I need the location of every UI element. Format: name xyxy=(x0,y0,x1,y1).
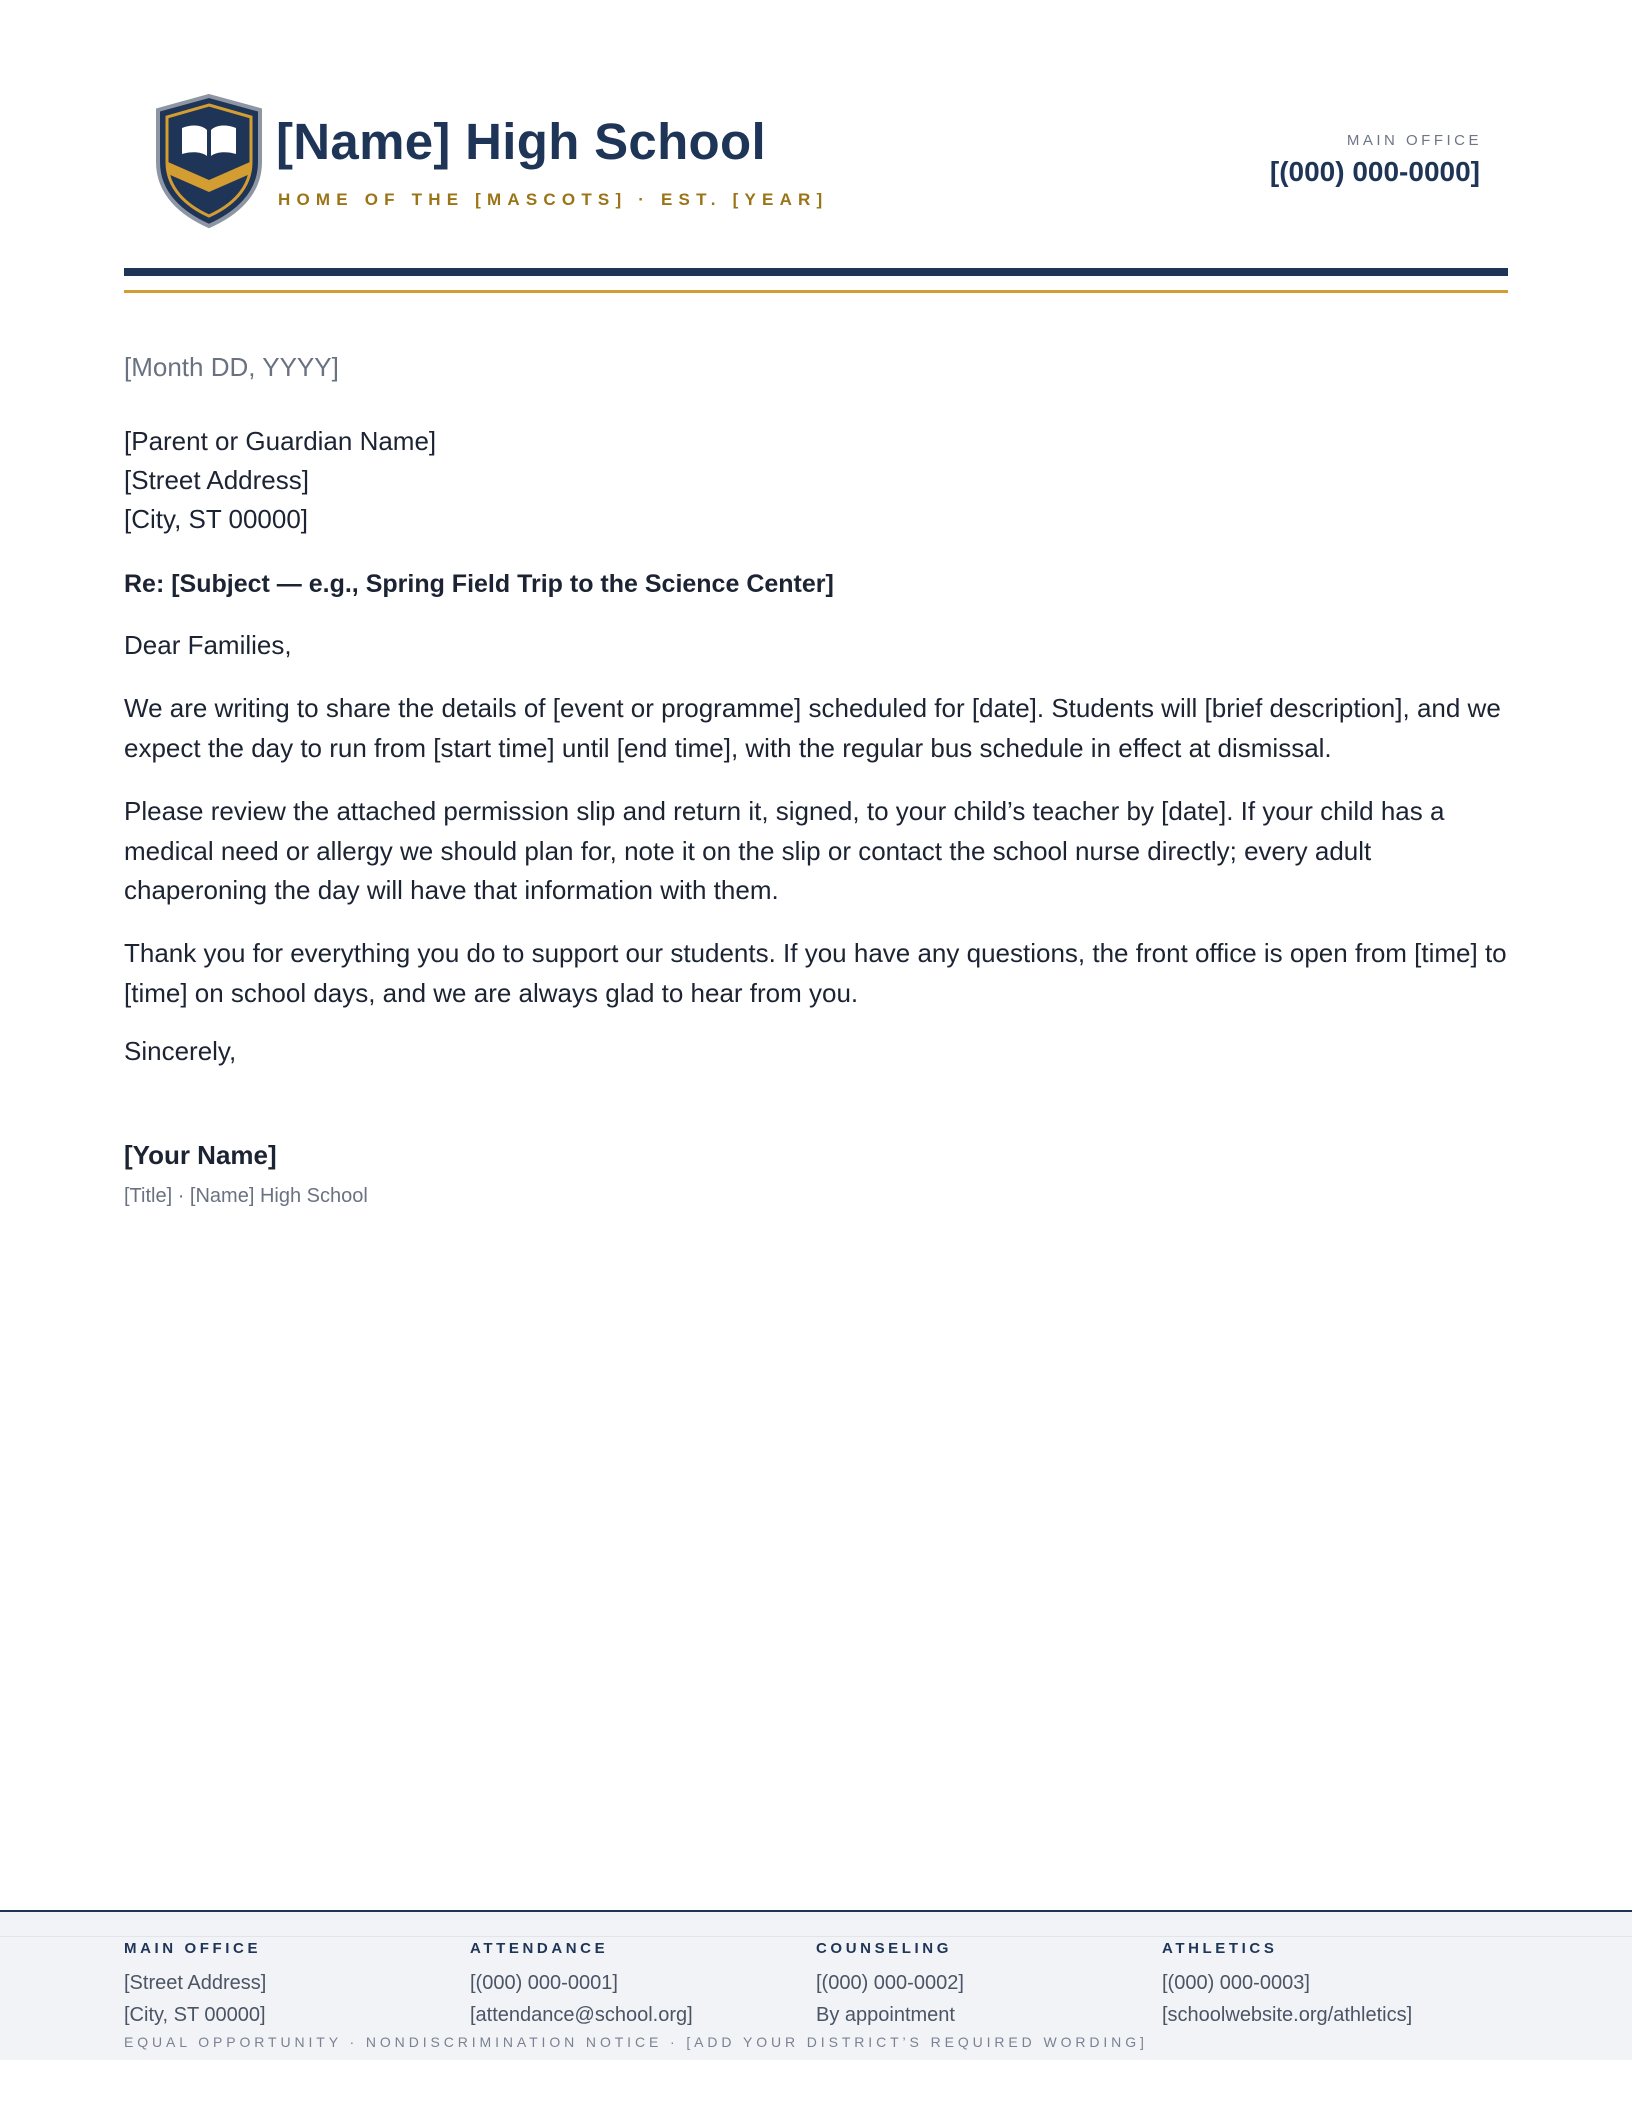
letter-date: [Month DD, YYYY] xyxy=(124,352,339,382)
recipient-city: [City, ST 00000] xyxy=(124,504,309,534)
footer-line: [schoolwebsite.org/athletics] xyxy=(1162,2004,1413,2026)
footer-heading: MAIN OFFICE xyxy=(124,1940,262,1957)
footer-line: [(000) 000-0002] xyxy=(816,1972,964,1994)
closing: Sincerely, xyxy=(124,1036,237,1066)
main-office-phone: [(000) 000-0000] xyxy=(1269,156,1480,187)
footer-line: [City, ST 00000] xyxy=(124,2004,266,2026)
footer xyxy=(0,1910,1632,2060)
footer-heading: ATTENDANCE xyxy=(470,1940,609,1957)
footer-line: [(000) 000-0003] xyxy=(1162,1972,1310,1994)
body-paragraph: Please review the attached permission slip and return it, signed, to your child’s teacher by [date]. If your child has a medical need or allergy we should plan for, note it on the slip or contact the school nurse directly; every adult chaperoning the day will have that information with them. xyxy=(124,796,1445,905)
header-rule-gold xyxy=(124,290,1508,293)
recipient-address xyxy=(124,422,436,539)
school-crest-shield-icon xyxy=(150,92,268,230)
footer-column-attendance xyxy=(470,1940,693,2031)
recipient-street: [Street Address] xyxy=(124,465,309,495)
footer-column-athletics xyxy=(1162,1940,1412,2031)
body-paragraph: Thank you for everything you do to support our students. If you have any questions, the front office is open from [time] to [time] on school days, and we are always glad to hear from you. xyxy=(124,938,1507,1008)
subject-line: Re: [Subject — e.g., Spring Field Trip to the Science Center] xyxy=(124,570,834,598)
footer-line: [Street Address] xyxy=(124,1972,267,1994)
body-paragraph: We are writing to share the details of [event or programme] scheduled for [date]. Students will [brief description], and we expect the day to run from [start time] until [end time], with the regular bus schedule in effect at dismissal. xyxy=(124,693,1501,763)
footer-heading: COUNSELING xyxy=(816,1940,953,1957)
footer-column-main-office xyxy=(124,1940,266,2031)
letterhead xyxy=(124,90,1508,240)
school-name: [Name] High School xyxy=(276,113,766,170)
header-rule-navy xyxy=(124,268,1508,276)
footer-line: [(000) 000-0001] xyxy=(470,1972,618,1994)
nondiscrimination-notice: EQUAL OPPORTUNITY · NONDISCRIMINATION NOTICE · [ADD YOUR DISTRICT’S REQUIRED WORDING] xyxy=(124,2034,1148,2050)
footer-line: By appointment xyxy=(816,2004,955,2026)
footer-line: [attendance@school.org] xyxy=(470,2004,693,2026)
recipient-name: [Parent or Guardian Name] xyxy=(124,426,437,456)
school-tagline: HOME OF THE [MASCOTS] · EST. [YEAR] xyxy=(278,190,829,209)
signer-title: [Title] · [Name] High School xyxy=(124,1185,368,1207)
footer-divider xyxy=(0,1936,1632,1937)
footer-column-counseling xyxy=(816,1940,964,2031)
signer-name: [Your Name] xyxy=(124,1140,277,1170)
main-office-label: MAIN OFFICE xyxy=(1346,132,1482,149)
greeting: Dear Families, xyxy=(124,630,292,660)
footer-heading: ATHLETICS xyxy=(1162,1940,1278,1957)
